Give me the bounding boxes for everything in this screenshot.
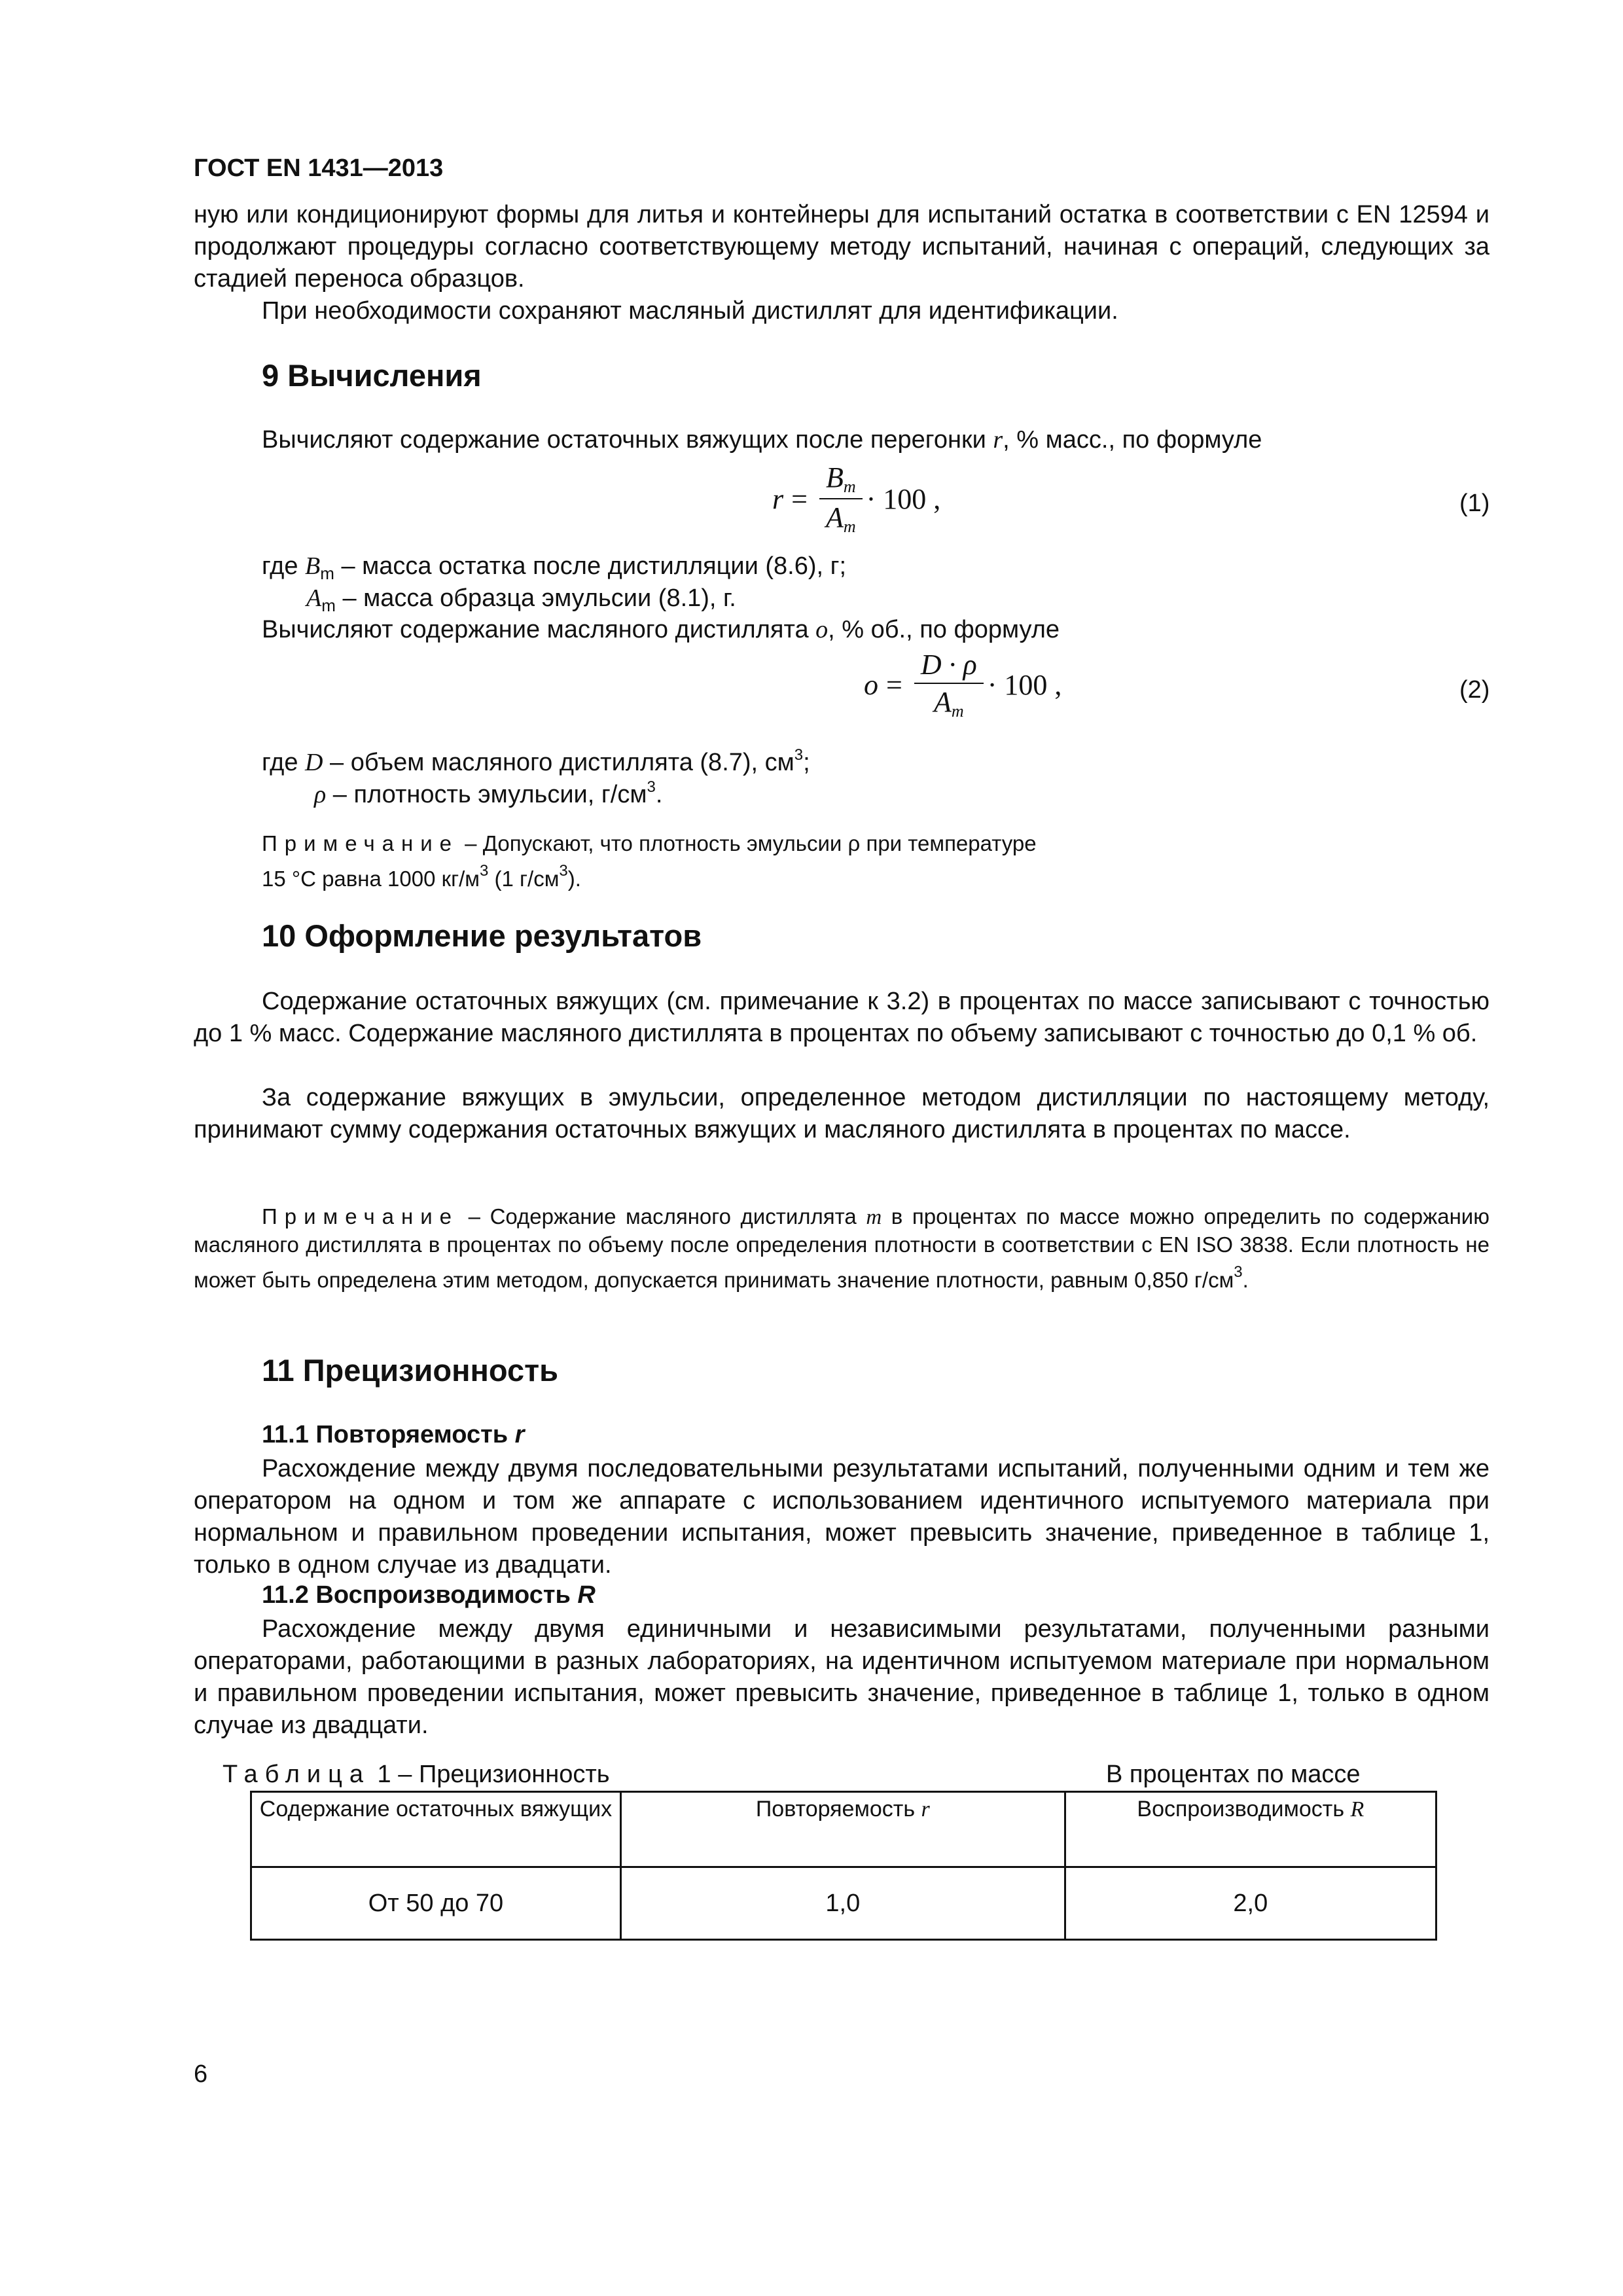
table-header-row [251, 1792, 1436, 1867]
calc-binders-intro: Вычисляют содержание остаточных вяжущих после перегонки r, % масс., по формуле [262, 426, 1262, 454]
repeatability-text: Расхождение между двумя последовательными результатами испытаний, полученными одним и тем же оператором на одном и том же аппарате с использованием идентичного испытуемого материала при нормальном и правильном проведении испытания, может превысить значение, приведенное в таблице 1, только в одном случае из двадцати. [194, 1455, 1489, 1579]
precision-table [250, 1791, 1437, 1941]
formula-1-tail: · 100 , [866, 482, 941, 515]
document-code: ГОСТ EN 1431—2013 [194, 154, 444, 182]
calc-oil-intro: Вычисляют содержание масляного дистиллята o, % об., по формуле [262, 616, 1060, 643]
repeatability-title: 11.1 Повторяемость r [262, 1421, 525, 1448]
section-10-title: 10 Оформление результатов [262, 918, 702, 953]
table-1-units: В процентах по массе [1106, 1761, 1361, 1788]
distillate-note: Примечание – Содержание масляного дистиллята m в процентах по массе можно определить по содержанию масляного дистиллята в процентах по объему после определения плотности в соответствии с EN ISO 3838. Если плотность не может быть определена этим методом, допускается принимать значение плотности, равным 0,850 $г/см^3$. [194, 1204, 1489, 1292]
where-d: где D – объем масляного дистиллята (8.7), $см^3$; [262, 746, 810, 776]
results-paragraph-2: За содержание вяжущих в эмульсии, определенное методом дистилляции по настоящему методу, принимают сумму содержания остаточных вяжущих и масляного дистиллята в процентах по массе. [194, 1084, 1489, 1143]
header-cell-content: Содержание остаточных вяжущих [251, 1792, 621, 1867]
header-cell-reproducibility: Воспроизводимость R [1065, 1792, 1436, 1867]
table-1-caption: Таблица 1 – Прецизионность [223, 1761, 610, 1788]
results-paragraph-1: Содержание остаточных вяжущих (см. примечание к 3.2) в процентах по массе записывают с точностью до 1 % масс. Содержание масляного дистиллята в процентах по объему записывают с точностью до 0,1 % об. [194, 988, 1489, 1047]
formula-2-tail: · 100 , [987, 668, 1062, 701]
formula-2-fraction: $\frac{D \cdot \rho}{A_m}$ [914, 648, 984, 721]
formula-2 [864, 648, 1061, 721]
formula-1-lhs: r [772, 482, 784, 515]
reproducibility-title: 11.2 Воспроизводимость R [262, 1581, 596, 1609]
continuation-paragraph: ную или кондиционируют формы для литья и контейнеры для испытаний остатка в соответствии с EN 12594 и продолжают процедуры согласно соответствующему методу испытаний, начиная с операций, следующих за стадией переноса образцов. [194, 201, 1489, 293]
density-note-line2: 15 °С равна 1000 $кг/м^3$ (1 $г/см^3$). [262, 862, 581, 891]
section-9-title: 9 Вычисления [262, 358, 482, 393]
oil-keep-paragraph: При необходимости сохраняют масляный дистиллят для идентификации. [262, 297, 1118, 325]
header-cell-repeatability: Повторяемость r [620, 1792, 1065, 1867]
formula-2-lhs: o [864, 668, 878, 701]
page-number: 6 [194, 2060, 208, 2088]
equation-number-1: (1) [1459, 490, 1490, 517]
cell-repeatability-value: 1,0 [620, 1867, 1065, 1940]
reproducibility-text: Расхождение между двумя единичными и независимыми результатами, полученными разными операторами, работающими в разных лабораториях, на идентичном испытуемом материале при нормальном и правильном проведении испытания, может превысить значение, приведенное в таблице 1, только в одном случае из двадцати. [194, 1615, 1489, 1739]
formula-1-equals: = [791, 482, 808, 515]
where-bm: где $B_m$ – масса остатка после дистилляции (8.6), г; [262, 552, 847, 583]
where-rho: ρ – плотность эмульсии, $г/см^3$. [314, 778, 663, 808]
cell-content-range: От 50 до 70 [251, 1867, 621, 1940]
cell-reproducibility-value: 2,0 [1065, 1867, 1436, 1940]
where-am: $A_m$ – масса образца эмульсии (8.1), г. [306, 584, 736, 615]
equation-number-2: (2) [1459, 676, 1490, 704]
section-11-title: 11 Прецизионность [262, 1353, 559, 1388]
formula-2-equals: = [886, 668, 902, 701]
formula-1-fraction: $\frac{B_m}{A_m}$ [819, 461, 863, 537]
table-row [251, 1867, 1436, 1940]
formula-1 [772, 461, 940, 537]
density-note-line1: Примечание – Допускают, что плотность эмульсии ρ при температуре [262, 831, 1037, 855]
